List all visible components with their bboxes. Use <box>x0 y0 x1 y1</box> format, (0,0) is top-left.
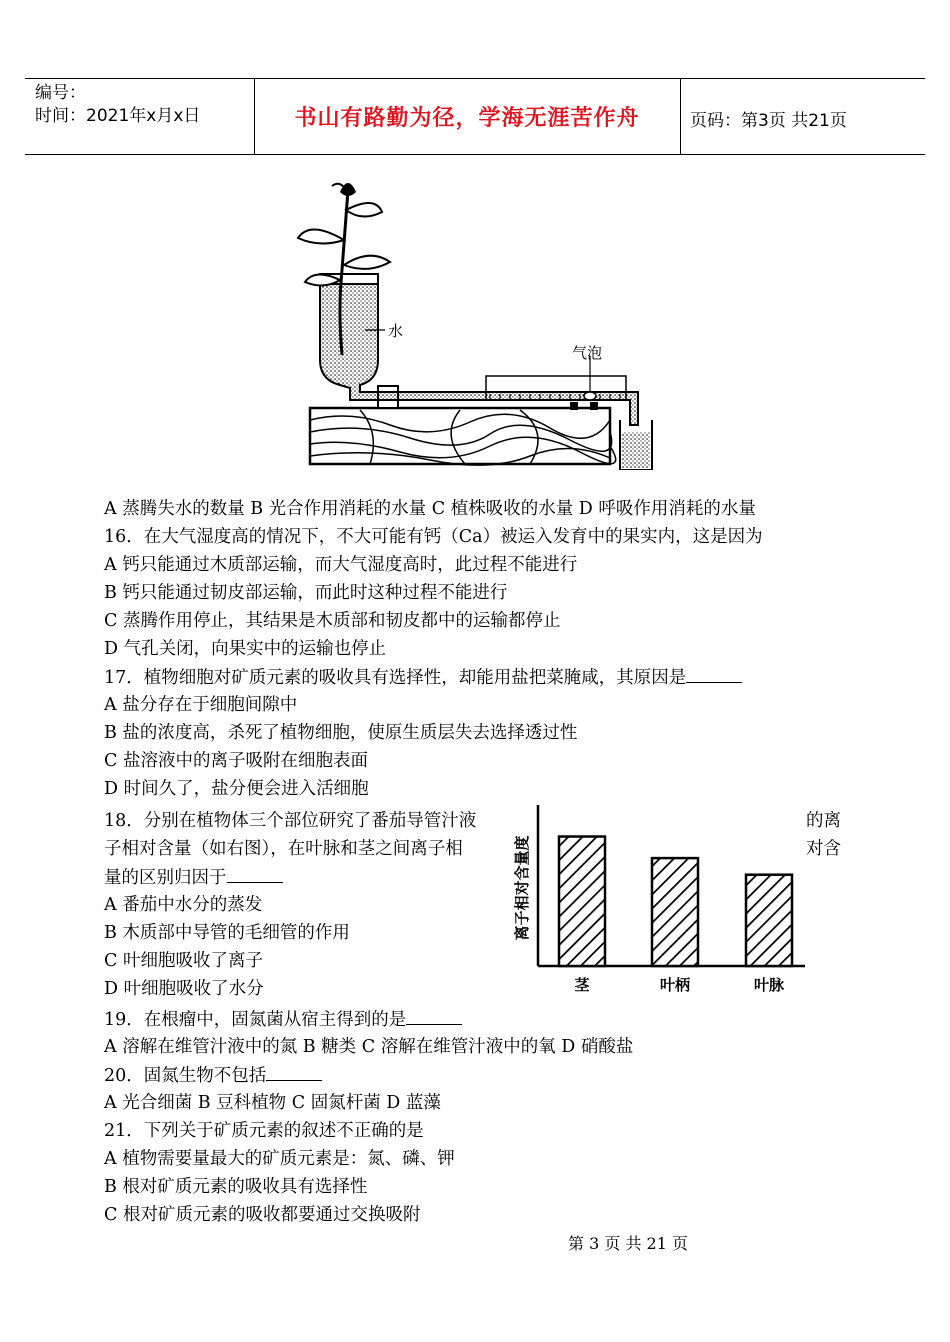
q16-stem: 16．在大气湿度高的情况下，不大可能有钙（Ca）被运入发育中的果实内，这是因为 <box>104 527 763 547</box>
q21-option-a: A 植物需要量最大的矿质元素是：氮、磷、钾 <box>104 1149 455 1169</box>
q18-right-2: 对含 <box>806 839 841 859</box>
water-label: 水 <box>388 322 404 340</box>
q20-options: A 光合细菌 B 豆科植物 C 固氮杆菌 D 蓝藻 <box>104 1093 441 1113</box>
q16-option-c: C 蒸腾作用停止，其结果是木质部和韧皮都中的运输都停止 <box>104 611 561 631</box>
q21-option-c: C 根对矿质元素的吸收都要通过交换吸附 <box>104 1205 421 1225</box>
q21-stem: 21．下列关于矿质元素的叙述不正确的是 <box>104 1121 424 1141</box>
potometer-diagram <box>290 170 660 470</box>
q17-stem: 17．植物细胞对矿质元素的吸收具有选择性，却能用盐把菜腌咸，其原因是 <box>104 668 687 688</box>
q18-stem-1: 18．分别在植物体三个部位研究了番茄导管汁液 <box>104 811 477 831</box>
chart-bar-3 <box>746 875 792 966</box>
q15-options: A 蒸腾失水的数量 B 光合作用消耗的水量 C 植株吸收的水量 D 呼吸作用消耗的水量 <box>104 499 756 519</box>
page-footer: 第 3 页 共 21 页 <box>568 1234 688 1253</box>
chart-bar-2 <box>652 858 698 966</box>
wood-block <box>310 408 616 465</box>
chart-svg <box>505 800 805 1000</box>
q19-stem-line <box>104 1006 462 1033</box>
q18-blank <box>227 864 283 883</box>
q17-option-a: A 盐分存在于细胞间隙中 <box>104 695 298 715</box>
chart-category-label: 茎 <box>574 976 590 994</box>
q16-option-b: B 钙只能通过韧皮部运输，而此时这种过程不能进行 <box>104 583 508 603</box>
q18-stem-3: 量的区别归因于 <box>104 868 227 888</box>
q17-option-b: B 盐的浓度高，杀死了植物细胞，使原生质层失去选择透过性 <box>104 723 578 743</box>
bubble-label: 气泡 <box>572 344 603 362</box>
q17-option-d: D 时间久了，盐分便会进入活细胞 <box>104 779 369 799</box>
q16-option-a: A 钙只能通过木质部运输，而大气湿度高时，此过程不能进行 <box>104 555 578 575</box>
header-motto: 书山有路勤为径，学海无涯苦作舟 <box>294 106 640 131</box>
number-label: 编号： <box>35 83 86 103</box>
q21-option-b: B 根对矿质元素的吸收具有选择性 <box>104 1177 368 1197</box>
q20-blank <box>266 1062 322 1081</box>
chart-bar-1 <box>559 837 605 966</box>
q18-option-a: A 番茄中水分的蒸发 <box>104 895 263 915</box>
header-bottom-rule <box>25 154 925 155</box>
q17-option-c: C 盐溶液中的离子吸附在细胞表面 <box>104 751 368 771</box>
q18-right-1: 的离 <box>806 811 841 831</box>
q19-blank <box>406 1006 462 1025</box>
q19-stem: 19．在根瘤中，固氮菌从宿主得到的是 <box>104 1010 407 1030</box>
potometer-figure <box>290 170 660 470</box>
chart-ylabel: 离子相对含量度 <box>513 835 531 941</box>
chart-category-label: 叶柄 <box>659 976 691 994</box>
q18-stem-2: 子相对含量（如右图），在叶脉和茎之间离子相 <box>104 839 463 859</box>
chart-category-label: 叶脉 <box>753 976 785 994</box>
q18-option-c: C 叶细胞吸收了离子 <box>104 951 263 971</box>
q18-option-d: D 叶细胞吸收了水分 <box>104 979 264 999</box>
q19-options: A 溶解在维管汁液中的氮 B 糖类 C 溶解在维管汁液中的氧 D 硝酸盐 <box>104 1037 634 1057</box>
header-top-rule <box>25 78 925 79</box>
q20-stem-line <box>104 1062 322 1089</box>
ion-content-chart <box>505 800 805 1000</box>
header-left <box>35 82 200 128</box>
q18-stem-3-line <box>104 864 283 891</box>
q16-option-d: D 气孔关闭，向果实中的运输也停止 <box>104 639 387 659</box>
q17-blank <box>686 664 742 683</box>
header-page-label: 页码：第3页 共21页 <box>690 111 847 131</box>
q18-option-b: B 木质部中导管的毛细管的作用 <box>104 923 350 943</box>
header-divider-right <box>680 78 681 155</box>
time-label: 时间：2021年x月x日 <box>35 106 201 126</box>
q20-stem: 20．固氮生物不包括 <box>104 1066 267 1086</box>
q17-stem-line <box>104 664 742 691</box>
